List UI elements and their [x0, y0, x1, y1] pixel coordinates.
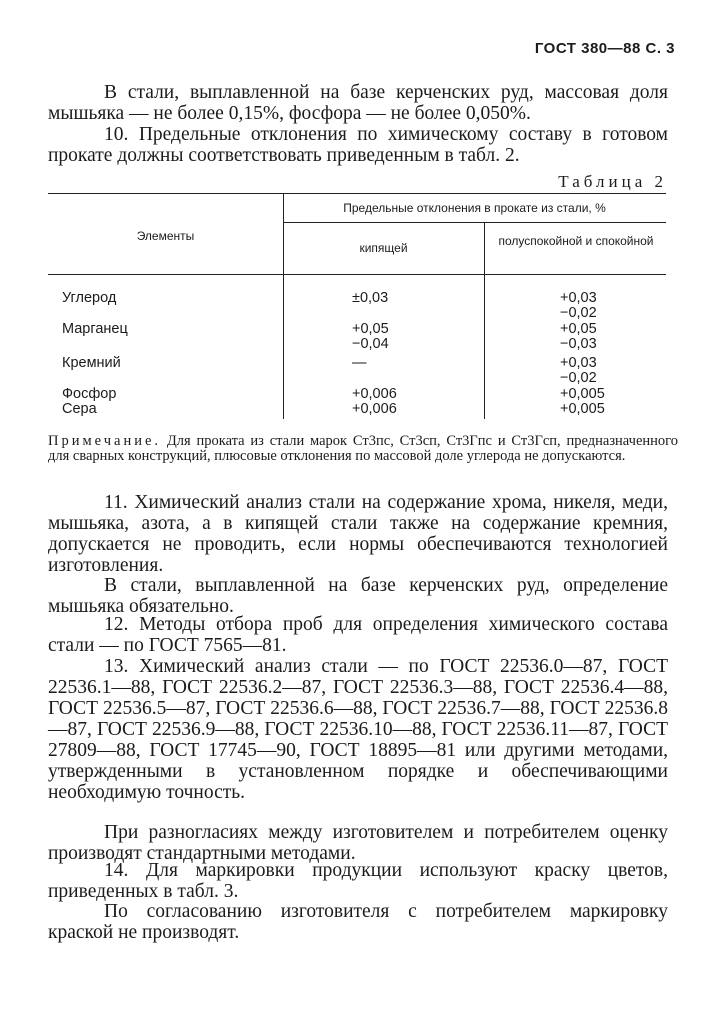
note-text: Для проката из стали марок Ст3пс, Ст3сп, Ст3Гпс и Ст3Гсп, предназначенного для сварных конструкций, плюсовые отклонения по массовой доле углерода не допускаются. — [48, 433, 678, 464]
table-cell-semi-killed: +0,03 — [560, 355, 597, 371]
table-cell-semi-killed: −0,02 — [560, 370, 597, 386]
table-top-rule — [48, 193, 666, 194]
table-cell-boiling: +0,05 — [352, 321, 389, 337]
table-cell-boiling: +0,006 — [352, 401, 397, 417]
table-row-name: Марганец — [62, 321, 128, 337]
paragraph-11: 11. Химический анализ стали на содержание хрома, никеля, меди, мышьяка, азота, а в кипящей стали также на содержание кремния, допускается не проводить, если нормы обеспечиваются технологией изготовления. — [48, 492, 668, 576]
table-row-name: Фосфор — [62, 386, 117, 402]
table-cell-semi-killed: −0,02 — [560, 305, 597, 321]
paragraph-14-agreement: По согласованию изготовителя с потребителем маркировку краской не производят. — [48, 901, 668, 943]
table-cell-semi-killed: +0,005 — [560, 386, 605, 402]
table-cell-semi-killed: +0,05 — [560, 321, 597, 337]
header-semi-killed: полуспокойной и спокойной — [498, 234, 654, 248]
note-label: Примечание. — [48, 433, 162, 449]
paragraph-10: 10. Предельные отклонения по химическому составу в готовом прокате должны соответствовать приведенным в табл. 2. — [48, 124, 668, 166]
table-cell-semi-killed: +0,005 — [560, 401, 605, 417]
page-header: ГОСТ 380—88 С. 3 — [534, 40, 675, 57]
paragraph-arsenic-limits: В стали, выплавленной на базе керченских руд, массовая доля мышьяка — не более 0,15%, фосфора — не более 0,050%. — [48, 82, 668, 124]
paragraph-14: 14. Для маркировки продукции используют краску цветов, приведенных в табл. 3. — [48, 860, 668, 902]
table-row-name: Сера — [62, 401, 97, 417]
table-cell-semi-killed: −0,03 — [560, 336, 597, 352]
table-cell-boiling: −0,04 — [352, 336, 389, 352]
table-cell-boiling: +0,006 — [352, 386, 397, 402]
table-note — [48, 434, 678, 464]
table-cell-boiling: ±0,03 — [352, 290, 389, 306]
paragraph-12: 12. Методы отбора проб для определения химического состава стали — по ГОСТ 7565—81. — [48, 614, 668, 656]
table-caption: Таблица 2 — [558, 172, 667, 191]
table-vline-2 — [484, 222, 485, 419]
paragraph-13: 13. Химический анализ стали — по ГОСТ 22536.0—87, ГОСТ 22536.1—88, ГОСТ 22536.2—87, ГОСТ 22536.3—88, ГОСТ 22536.4—88, ГОСТ 22536.5—87, ГОСТ 22536.6—88, ГОСТ 22536.7—88, ГОСТ 22536.8—87, ГОСТ 22536.9—88, ГОСТ 22536.10—88, ГОСТ 22536.11—87, ГОСТ 27809—88, ГОСТ 17745—90, ГОСТ 18895—81 или другими методами, утвержденными в установленном порядке и обеспечивающими необходимую точность. — [48, 656, 668, 803]
table-subheader-rule — [283, 222, 666, 223]
header-deviations: Предельные отклонения в прокате из стали, % — [343, 201, 606, 215]
table-row-name: Углерод — [62, 290, 117, 306]
table-cell-semi-killed: +0,03 — [560, 290, 597, 306]
paragraph-13-disputes: При разногласиях между изготовителем и потребителем оценку производят стандартными методами. — [48, 822, 668, 864]
paragraph-11-arsenic: В стали, выплавленной на базе керченских руд, определение мышьяка обязательно. — [48, 575, 668, 617]
table-row-name: Кремний — [62, 355, 121, 371]
table-cell-boiling: — — [352, 355, 367, 371]
table-header-rule — [48, 274, 666, 275]
header-boiling: кипящей — [359, 241, 408, 255]
table-vline-1 — [283, 193, 284, 419]
header-elements: Элементы — [136, 229, 195, 243]
